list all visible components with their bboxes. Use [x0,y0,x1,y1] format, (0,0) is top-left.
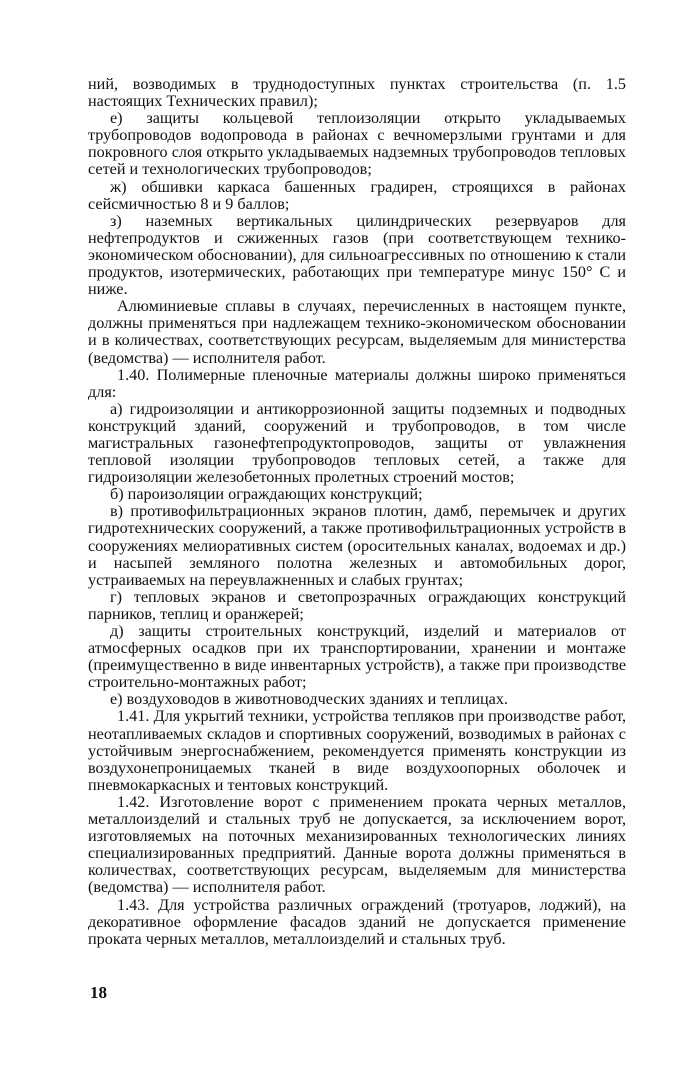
list-item-e-air-ducts: е) воздуховодов в животноводческих зданиях и теплицах. [110,690,508,709]
paragraph-1-42: 1.42. Изготовление ворот с применением проката черных металлов, металлоизделий и стальных труб не допускается, за исключением ворот, изготовляемых на поточных механизированных технологических линиях специализированных предприятий. Данные ворота должны применяться в количествах, соответствующих ресурсам, выделяемым для министерства (ведомства) — исполнителя работ. [88,792,626,897]
list-item-zh-cooling-towers: ж) обшивки каркаса башенных градирен, строящихся в районах сейсмичностью 8 и 9 баллов; [88,177,626,213]
paragraph-continuation: ний, возводимых в труднодоступных пунктах строительства (п. 1.5 настоящих Технических правил); [88,75,626,111]
body-text [88,76,626,948]
list-item-a-waterproofing: а) гидроизоляции и антикоррозионной защиты подземных и подводных конструкций зданий, сооружений и трубопроводов, в том числе магистральных газонефтепродуктопроводов, защиты от увлажнения тепловой изоляции трубопроводов тепловых сетей, а также для гидроизоляции железобетонных пролетных строений мостов; [88,399,626,487]
page-number: 18 [90,983,107,1002]
list-item-e-insulation: е) защиты кольцевой теплоизоляции открыто укладываемых трубопроводов водопровода в районах с вечномерзлыми грунтами и для покровного слоя открыто укладываемых надземных трубопроводов тепловых сетей и технологических трубопроводов; [88,109,626,179]
paragraph-1-41: 1.41. Для укрытий техники, устройства тепляков при производстве работ, неотапливаемых складов и спортивных сооружений, возводимых в районах с устойчивым энергоснабжением, рекомендуется применять конструкции из воздухонепроницаемых тканей в виде воздухоопорных оболочек и пневмокаркасных и тентовых конструкций. [88,707,626,794]
list-item-g-thermal-screens: г) тепловых экранов и светопрозрачных ограждающих конструкций парников, теплиц и оранжерей; [88,587,626,623]
list-item-v-screens: в) противофильтрационных экранов плотин, дамб, перемычек и других гидротехнических сооружений, а также противофильтрационных устройств в сооружениях мелиоративных систем (оросительных каналах, водоемах и др.) и насыпей земляного полотна железных и автомобильных дорог, устраиваемых на переувлажненных и слабых грунтах; [88,502,626,589]
paragraph-aluminium-alloys: Алюминиевые сплавы в случаях, перечисленных в настоящем пункте, должны применяться при надлежащем технико-экономическом обосновании и в количествах, соответствующих ресурсам, выделяемым для министерства (ведомства) — исполнителя работ. [88,297,626,367]
paragraph-1-43: 1.43. Для устройства различных ограждений (тротуаров, лоджий), на декоративное оформление фасадов зданий не допускается применение проката черных металлов, металлоизделий и стальных труб. [88,895,626,948]
list-item-z-tanks: з) наземных вертикальных цилиндрических резервуаров для нефтепродуктов и сжиженных газов (при соответствующем технико-экономическом обосновании), для сильноагрессивных по отношению к стали продуктов, изотермических, работающих при температуре минус 150° С и ниже. [88,211,626,299]
paragraph-1-40: 1.40. Полимерные пленочные материалы должны широко применяться для: [88,365,626,401]
list-item-d-protection: д) защиты строительных конструкций, изделий и материалов от атмосферных осадков при их транспортировании, хранении и монтаже (преимущественно в виде инвентарных устройств), а также при производстве строительно-монтажных работ; [88,622,626,692]
list-item-b-vapor-barrier: б) пароизоляции ограждающих конструкций; [110,485,423,504]
